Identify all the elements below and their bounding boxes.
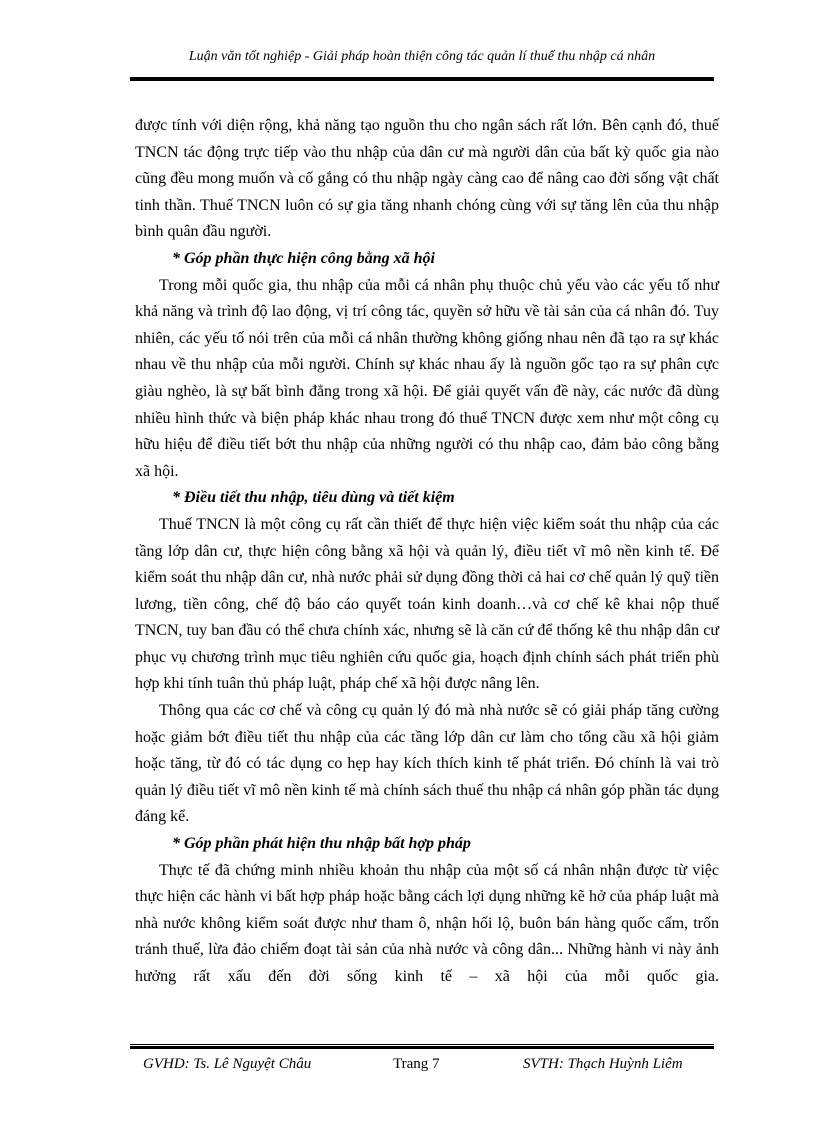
header-divider <box>130 77 714 81</box>
footer-student: SVTH: Thạch Huỳnh Liêm <box>523 1056 683 1072</box>
paragraph-5: Thực tế đã chứng minh nhiều khoản thu nhập của một số cá nhân nhận được từ việc thực hiện các hành vi bất hợp pháp hoặc bằng cách lợi dụng những kẽ hở của pháp luật mà nhà nước không kiểm soát được như tham ô, nhận hối lộ, buôn bán hàng quốc cấm, trốn tránh thuế, lừa đảo chiếm đoạt tài sản của nhà nước và công dân... Những hành vi này ảnh hưởng rất xấu đến đời sống kinh tế – xã hội của mỗi quốc gia. <box>135 861 719 985</box>
running-header: Luận văn tốt nghiệp - Giải pháp hoàn thiện công tác quản lí thuế thu nhập cá nhân <box>188 49 656 64</box>
footer-page-number: Trang 7 <box>393 1056 440 1072</box>
paragraph-3: Thuế TNCN là một công cụ rất cần thiết để thực hiện việc kiểm soát thu nhập của các tầng lớp dân cư, thực hiện công bằng xã hội và quản lý, điều tiết vĩ mô nền kinh tế. Để kiểm soát thu nhập dân cư, nhà nước phải sử dụng đồng thời cả hai cơ chế quản lý quỹ tiền lương, tiền công, chế độ báo cáo quyết toán kinh doanh…và cơ chế kê khai nộp thuế TNCN, tuy ban đầu có thể chưa chính xác, nhưng sẽ là căn cứ để thống kê thu nhập dân cư phục vụ chương trình mục tiêu nghiên cứu quốc gia, hoạch định chính sách phát triển phù hợp khi tính tuân thủ pháp luật, pháp chế xã hội được nâng lên. <box>135 515 719 693</box>
paragraph-4: Thông qua các cơ chế và công cụ quản lý đó mà nhà nước sẽ có giải pháp tăng cường hoặc giảm bớt điều tiết thu nhập của các tầng lớp dân cư làm cho tổng cầu xã hội giảm hoặc tăng, từ đó có tác dụng co hẹp hay kích thích kinh tế phát triển. Đó chính là vai trò quản lý điều tiết vĩ mô nền kinh tế mà chính sách thuế thu nhập cá nhân góp phần tác dụng đáng kể. <box>135 702 719 826</box>
section-heading-income-regulation: * Điều tiết thu nhập, tiêu dùng và tiết kiệm <box>172 489 455 507</box>
paragraph-1: được tính với diện rộng, khả năng tạo nguồn thu cho ngân sách rất lớn. Bên cạnh đó, thuế TNCN tác động trực tiếp vào thu nhập của dân cư mà người dân của bất kỳ quốc gia nào cũng đều mong muốn và cố gắng có thu nhập ngày càng cao để nâng cao đời sống vật chất tinh thần. Thuế TNCN luôn có sự gia tăng nhanh chóng cùng với sự tăng lên của thu nhập bình quân đầu người. <box>135 117 719 241</box>
section-heading-social-equity: * Góp phần thực hiện công bằng xã hội <box>172 249 435 267</box>
paragraph-2: Trong mỗi quốc gia, thu nhập của mỗi cá nhân phụ thuộc chủ yếu vào các yếu tố như khả năng và trình độ lao động, vị trí công tác, quyền sở hữu về tài sản của cá nhân đó. Tuy nhiên, các yếu tố nói trên của mỗi cá nhân thường không giống nhau nên đã tạo ra sự khác nhau về thu nhập của mỗi người. Chính sự khác nhau ấy là nguồn gốc tạo ra sự phân cực giàu nghèo, là sự bất bình đẳng trong xã hội. Để giải quyết vấn đề này, các nước đã dùng nhiều hình thức và biện pháp khác nhau trong đó thuế TNCN được xem như một công cụ hữu hiệu để điều tiết bớt thu nhập của những người có thu nhập cao, đảm bảo công bằng xã hội. <box>135 276 719 480</box>
footer-divider <box>130 1044 714 1049</box>
page-body <box>135 113 719 991</box>
footer-advisor: GVHD: Ts. Lê Nguyệt Châu <box>143 1056 312 1072</box>
section-heading-illegal-income: * Góp phần phát hiện thu nhập bất hợp pháp <box>172 835 471 853</box>
